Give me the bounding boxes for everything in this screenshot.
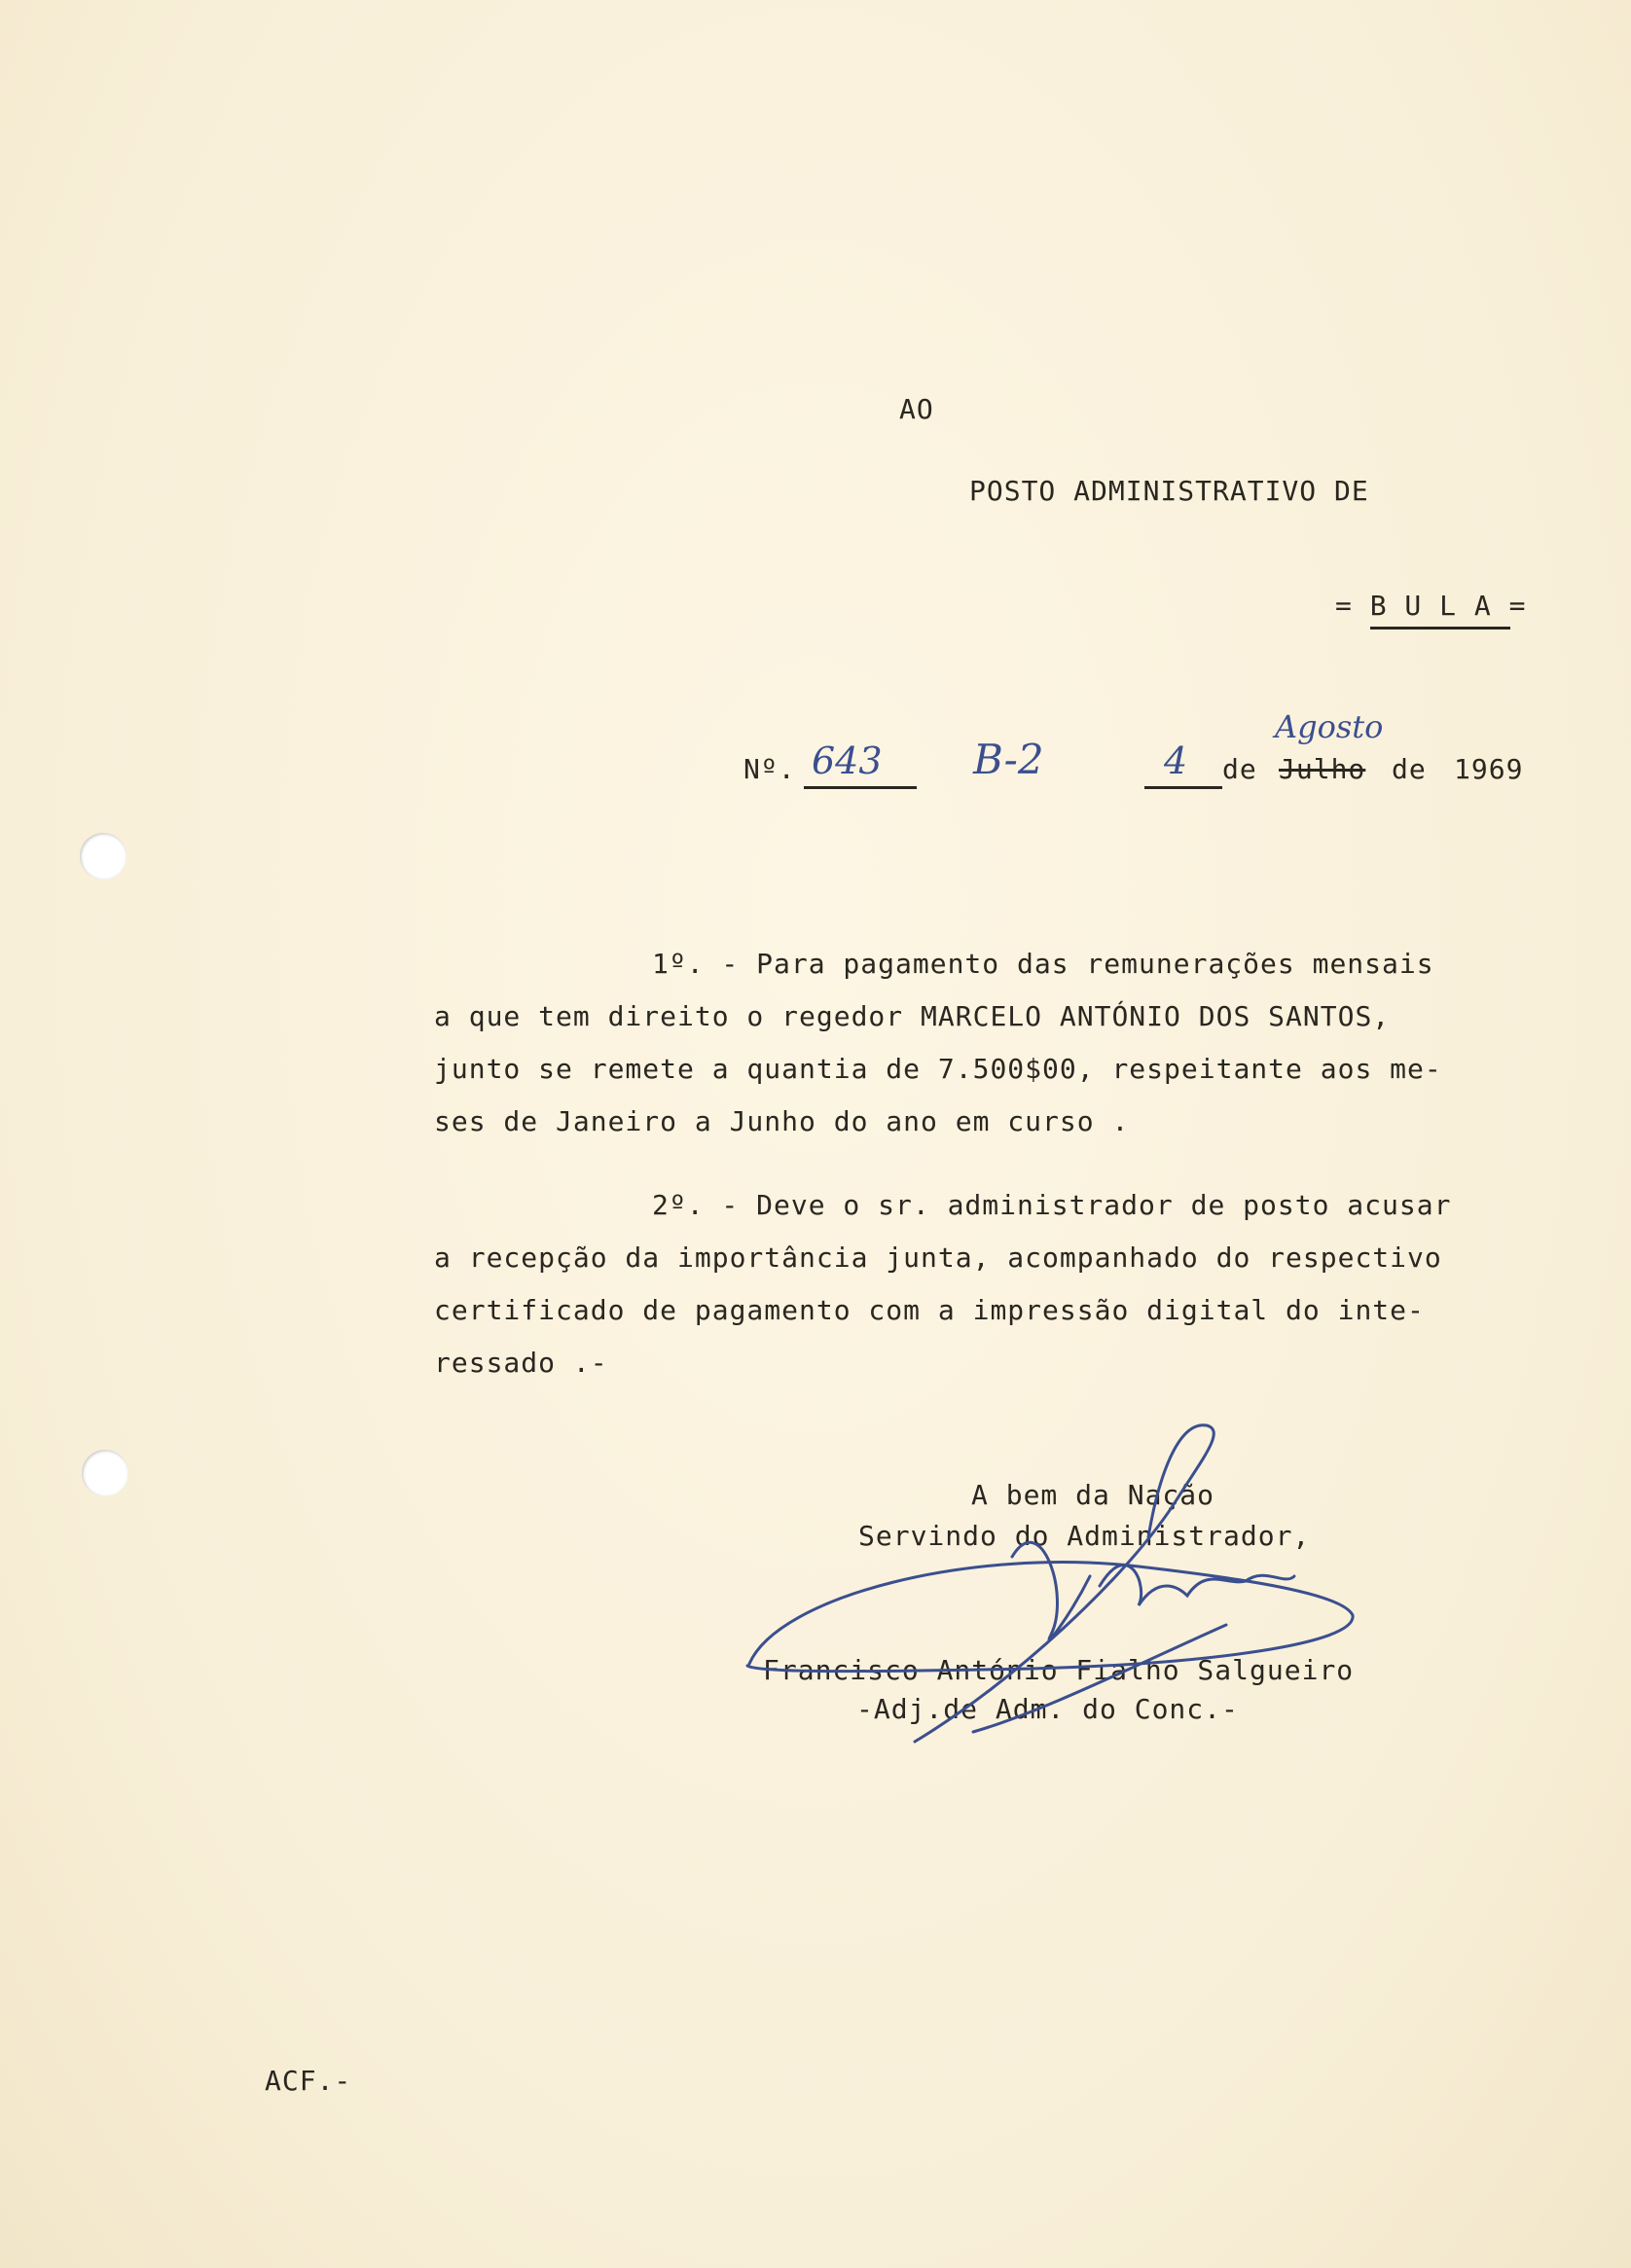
ref-number-underline: [804, 786, 917, 789]
paragraph-2-line-2: a recepção da importância junta, acompanhado do respectivo: [434, 1242, 1442, 1274]
ref-code: B-2: [973, 736, 1044, 783]
paragraph-1-line-2: a que tem direito o regedor MARCELO ANTÓNIO DOS SANTOS,: [434, 1000, 1391, 1032]
paragraph-2-line-4: ressado .-: [434, 1347, 608, 1379]
ref-day-underline: [1144, 786, 1222, 789]
addressee-place: = B U L A =: [1335, 590, 1527, 622]
place-underline: [1370, 627, 1510, 630]
ref-number: 643: [812, 739, 883, 782]
ref-prefix: Nº.: [743, 753, 796, 785]
paragraph-2: [434, 1179, 1563, 1389]
punch-hole-top: [80, 833, 127, 880]
ref-month-crossed: Julho: [1279, 753, 1366, 785]
addressee-office: POSTO ADMINISTRATIVO DE: [969, 475, 1369, 507]
paragraph-1: [434, 938, 1563, 1148]
paragraph-1-line-4: ses de Janeiro a Junho do ano em curso .: [434, 1105, 1130, 1137]
paragraph-1-line-1: 1º. - Para pagamento das remunerações mensais: [652, 948, 1434, 980]
addressee-to: AO: [899, 393, 934, 425]
signature-mark: [720, 1421, 1382, 1771]
closing-line-2: Servindo do Administrador,: [858, 1520, 1311, 1552]
ref-month-written: Agosto: [1275, 708, 1384, 745]
closing-line-1: A bem da Nação: [971, 1479, 1215, 1511]
signer-title: -Adj.de Adm. do Conc.-: [856, 1693, 1239, 1725]
footer-initials: ACF.-: [265, 2065, 352, 2097]
paragraph-2-line-1: 2º. - Deve o sr. administrador de posto acusar: [652, 1189, 1452, 1221]
paragraph-2-line-3: certificado de pagamento com a impressão digital do inte-: [434, 1294, 1425, 1326]
ref-day: 4: [1164, 739, 1188, 782]
paragraph-1-line-3: junto se remete a quantia de 7.500$00, respeitante aos me-: [434, 1053, 1442, 1085]
punch-hole-bottom: [82, 1450, 128, 1496]
ref-de-1: de: [1222, 753, 1257, 785]
signer-name: Francisco António Fialho Salgueiro: [763, 1654, 1355, 1686]
ref-year: 1969: [1454, 753, 1524, 785]
ref-de-2: de: [1392, 753, 1427, 785]
